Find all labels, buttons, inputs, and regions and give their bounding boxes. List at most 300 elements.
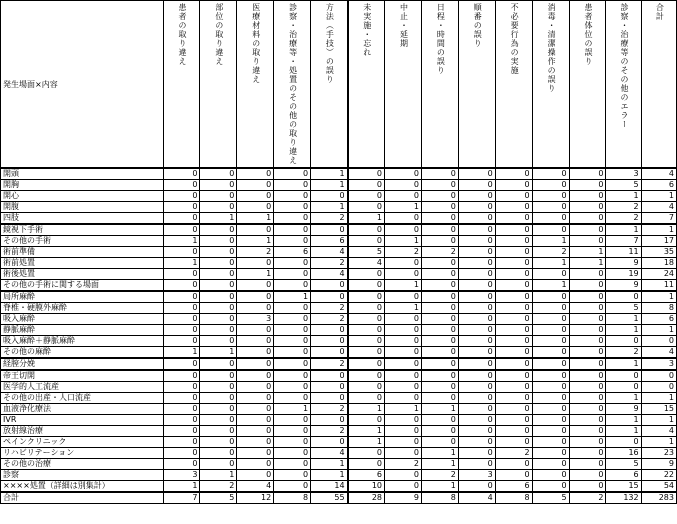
table-row	[1, 258, 677, 269]
table-cell: 9	[385, 492, 422, 504]
table-cell: 0	[385, 393, 422, 404]
table-cell: 0	[385, 314, 422, 325]
table-cell: 0	[200, 291, 237, 303]
table-cell: 0	[348, 269, 385, 280]
table-cell: 0	[569, 336, 606, 347]
table-row	[1, 303, 677, 314]
table-cell: 1	[641, 415, 676, 426]
table-cell: 0	[311, 191, 348, 202]
table-cell: 1	[569, 258, 606, 269]
table-cell: 0	[569, 191, 606, 202]
table-cell: 0	[274, 269, 311, 280]
row-label: その他の手術	[1, 236, 164, 247]
table-cell: 0	[458, 325, 495, 336]
table-cell: 1	[237, 236, 274, 247]
table-cell: 11	[606, 247, 641, 258]
table-cell: 0	[348, 382, 385, 393]
table-cell: 4	[237, 481, 274, 493]
table-cell: 0	[385, 269, 422, 280]
table-cell: 5	[606, 180, 641, 191]
table-cell: 0	[421, 213, 458, 225]
table-cell: 0	[163, 325, 200, 336]
row-label: ペインクリニック	[1, 437, 164, 448]
column-header-label: 方法（手技）の誤り	[325, 3, 335, 84]
table-cell: 2	[311, 258, 348, 269]
table-cell: 0	[569, 404, 606, 415]
table-cell: 1	[163, 236, 200, 247]
table-cell: 0	[274, 191, 311, 202]
row-label: 経膣分娩	[1, 358, 164, 370]
table-cell: 24	[641, 269, 676, 280]
table-cell: 0	[569, 291, 606, 303]
table-cell: 0	[569, 168, 606, 180]
table-cell: 0	[458, 415, 495, 426]
table-cell: 0	[200, 448, 237, 459]
table-cell: 1	[311, 459, 348, 470]
table-cell: 28	[348, 492, 385, 504]
table-cell: 0	[200, 224, 237, 236]
column-header	[348, 1, 385, 169]
row-label: 合計	[1, 492, 164, 504]
table-cell: 2	[385, 459, 422, 470]
table-cell: 0	[532, 180, 569, 191]
column-header	[274, 1, 311, 169]
table-cell: 0	[163, 370, 200, 382]
table-cell: 2	[606, 213, 641, 225]
table-cell: 0	[495, 180, 532, 191]
table-cell: 0	[606, 291, 641, 303]
table-cell: 0	[163, 213, 200, 225]
table-cell: 0	[458, 303, 495, 314]
table-cell: 0	[163, 180, 200, 191]
table-cell: 0	[311, 336, 348, 347]
table-cell: 0	[163, 191, 200, 202]
table-cell: 0	[274, 303, 311, 314]
column-header-label: 医療材料の取り違え	[251, 3, 261, 84]
table-cell: 0	[458, 393, 495, 404]
total-row	[1, 492, 677, 504]
table-row	[1, 168, 677, 180]
table-cell: 1	[641, 191, 676, 202]
table-cell: 0	[421, 370, 458, 382]
table-cell: 0	[237, 325, 274, 336]
table-cell: 54	[641, 481, 676, 493]
table-cell: 0	[200, 168, 237, 180]
table-cell: 0	[200, 247, 237, 258]
table-cell: 0	[421, 393, 458, 404]
table-cell: 0	[200, 393, 237, 404]
column-header-label: 日程・時間の誤り	[436, 3, 446, 75]
table-cell: 8	[495, 492, 532, 504]
table-cell: 0	[348, 325, 385, 336]
table-cell: 0	[385, 336, 422, 347]
table-row	[1, 280, 677, 292]
table-cell: 0	[200, 269, 237, 280]
table-cell: 0	[237, 448, 274, 459]
row-label: 術後処置	[1, 269, 164, 280]
row-label: 局所麻酔	[1, 291, 164, 303]
table-cell: 0	[163, 269, 200, 280]
table-cell: 5	[200, 492, 237, 504]
table-cell: 1	[200, 470, 237, 481]
table-cell: 0	[237, 202, 274, 213]
table-cell: 1	[348, 426, 385, 437]
table-cell: 0	[458, 213, 495, 225]
table-cell: 0	[274, 448, 311, 459]
table-cell: 0	[348, 370, 385, 382]
table-row	[1, 393, 677, 404]
table-cell: 0	[200, 336, 237, 347]
table-cell: 1	[385, 280, 422, 292]
table-cell: 1	[200, 213, 237, 225]
table-cell: 1	[237, 213, 274, 225]
table-cell: 0	[458, 236, 495, 247]
table-cell: 1	[606, 393, 641, 404]
table-cell: 0	[163, 168, 200, 180]
table-cell: 0	[200, 426, 237, 437]
table-row	[1, 325, 677, 336]
table-cell: 0	[532, 470, 569, 481]
table-row	[1, 382, 677, 393]
table-cell: 17	[641, 236, 676, 247]
table-cell: 0	[385, 258, 422, 269]
table-row	[1, 358, 677, 370]
table-cell: 0	[569, 382, 606, 393]
table-row	[1, 426, 677, 437]
table-cell: 0	[237, 404, 274, 415]
table-cell: 0	[163, 280, 200, 292]
table-body	[1, 168, 677, 504]
table-row	[1, 459, 677, 470]
table-cell: 0	[569, 470, 606, 481]
table-cell: 0	[385, 191, 422, 202]
row-label: その他の手術に関する場面	[1, 280, 164, 292]
table-cell: 0	[237, 347, 274, 359]
table-cell: 0	[421, 415, 458, 426]
table-cell: 0	[421, 236, 458, 247]
table-cell: 0	[421, 426, 458, 437]
row-label: IVR	[1, 415, 164, 426]
table-cell: 0	[495, 393, 532, 404]
table-cell: 0	[532, 347, 569, 359]
table-cell: 0	[385, 213, 422, 225]
table-cell: 0	[569, 481, 606, 493]
row-label: 術前準備	[1, 247, 164, 258]
table-cell: 5	[606, 459, 641, 470]
table-cell: 7	[641, 213, 676, 225]
table-cell: 0	[311, 347, 348, 359]
table-cell: 0	[495, 336, 532, 347]
column-header	[569, 1, 606, 169]
column-header	[458, 1, 495, 169]
table-cell: 6	[641, 314, 676, 325]
table-cell: 0	[237, 382, 274, 393]
table-cell: 1	[385, 404, 422, 415]
table-cell: 1	[606, 314, 641, 325]
table-cell: 0	[495, 426, 532, 437]
table-cell: 0	[385, 325, 422, 336]
table-cell: 0	[385, 180, 422, 191]
table-cell: 0	[569, 303, 606, 314]
table-cell: 7	[606, 236, 641, 247]
row-label: その他の治療	[1, 459, 164, 470]
table-cell: 4	[458, 492, 495, 504]
table-cell: 0	[495, 291, 532, 303]
table-cell: 2	[385, 247, 422, 258]
table-cell: 0	[274, 481, 311, 493]
table-cell: 0	[532, 426, 569, 437]
table-cell: 8	[641, 303, 676, 314]
table-cell: 0	[569, 459, 606, 470]
table-cell: 15	[606, 481, 641, 493]
table-cell: 0	[200, 382, 237, 393]
table-cell: 0	[200, 370, 237, 382]
column-header-label: 合計	[655, 3, 665, 21]
table-cell: 0	[385, 370, 422, 382]
table-cell: 0	[163, 426, 200, 437]
table-cell: 0	[495, 303, 532, 314]
row-label: その他の出産・人口流産	[1, 393, 164, 404]
table-cell: 0	[311, 393, 348, 404]
row-label: 開胸	[1, 180, 164, 191]
table-cell: 1	[311, 470, 348, 481]
table-cell: 0	[274, 213, 311, 225]
table-cell: 0	[163, 415, 200, 426]
table-cell: 0	[495, 437, 532, 448]
table-cell: 1	[237, 269, 274, 280]
table-cell: 1	[311, 180, 348, 191]
table-cell: 0	[495, 404, 532, 415]
table-cell: 2	[311, 358, 348, 370]
column-header	[532, 1, 569, 169]
table-cell: 0	[532, 437, 569, 448]
table-cell: 0	[458, 180, 495, 191]
table-cell: 0	[458, 269, 495, 280]
table-cell: 0	[569, 325, 606, 336]
table-cell: 0	[458, 459, 495, 470]
table-cell: 0	[495, 347, 532, 359]
column-header	[237, 1, 274, 169]
table-cell: 2	[311, 213, 348, 225]
table-cell: 0	[569, 224, 606, 236]
table-cell: 0	[200, 303, 237, 314]
column-header-label: 診察・治療等・処置のその他の取り違え	[288, 3, 298, 165]
table-cell: 0	[569, 393, 606, 404]
table-cell: 0	[532, 358, 569, 370]
table-cell: 22	[641, 470, 676, 481]
table-cell: 0	[458, 358, 495, 370]
table-cell: 0	[237, 415, 274, 426]
table-cell: 0	[200, 180, 237, 191]
table-cell: 2	[606, 347, 641, 359]
table-cell: 0	[348, 224, 385, 236]
table-cell: 0	[163, 393, 200, 404]
table-row	[1, 213, 677, 225]
table-cell: 0	[458, 426, 495, 437]
row-label: ××××処置（詳細は別集計）	[1, 481, 164, 493]
table-cell: 4	[311, 448, 348, 459]
table-row	[1, 180, 677, 191]
table-cell: 0	[641, 370, 676, 382]
table-cell: 0	[163, 448, 200, 459]
table-cell: 0	[495, 269, 532, 280]
table-cell: 4	[641, 168, 676, 180]
table-cell: 0	[348, 191, 385, 202]
table-cell: 0	[274, 336, 311, 347]
table-cell: 0	[348, 291, 385, 303]
row-label: 静脈麻酔	[1, 325, 164, 336]
table-cell: 0	[274, 437, 311, 448]
table-cell: 0	[237, 224, 274, 236]
table-cell: 0	[385, 426, 422, 437]
table-cell: 0	[532, 370, 569, 382]
table-cell: 0	[348, 347, 385, 359]
table-cell: 0	[200, 191, 237, 202]
table-cell: 0	[348, 459, 385, 470]
table-cell: 0	[163, 314, 200, 325]
table-cell: 0	[274, 236, 311, 247]
table-cell: 10	[348, 481, 385, 493]
table-cell: 1	[421, 404, 458, 415]
table-cell: 1	[532, 280, 569, 292]
table-row	[1, 470, 677, 481]
table-row	[1, 269, 677, 280]
table-cell: 0	[274, 224, 311, 236]
table-row	[1, 336, 677, 347]
table-cell: 8	[274, 492, 311, 504]
table-cell: 1	[606, 191, 641, 202]
table-cell: 4	[348, 258, 385, 269]
table-cell: 1	[641, 291, 676, 303]
table-cell: 0	[200, 358, 237, 370]
table-cell: 0	[458, 291, 495, 303]
table-cell: 0	[421, 191, 458, 202]
table-cell: 0	[237, 437, 274, 448]
table-cell: 0	[532, 224, 569, 236]
table-cell: 0	[274, 168, 311, 180]
table-cell: 0	[458, 247, 495, 258]
table-cell: 1	[569, 247, 606, 258]
table-cell: 0	[569, 415, 606, 426]
table-cell: 0	[458, 314, 495, 325]
table-cell: 0	[532, 481, 569, 493]
table-cell: 0	[606, 336, 641, 347]
row-label: 放射線治療	[1, 426, 164, 437]
table-cell: 0	[311, 325, 348, 336]
table-cell: 0	[385, 448, 422, 459]
table-cell: 0	[458, 347, 495, 359]
table-row	[1, 437, 677, 448]
table-cell: 1	[385, 303, 422, 314]
column-header-label: 患者体位の誤り	[583, 3, 593, 66]
table-cell: 0	[200, 459, 237, 470]
table-cell: 0	[532, 291, 569, 303]
table-cell: 11	[641, 280, 676, 292]
table-cell: 1	[532, 236, 569, 247]
table-cell: 283	[641, 492, 676, 504]
table-cell: 9	[606, 404, 641, 415]
table-cell: 0	[200, 415, 237, 426]
table-cell: 0	[421, 303, 458, 314]
table-cell: 0	[606, 437, 641, 448]
column-header	[163, 1, 200, 169]
table-cell: 35	[641, 247, 676, 258]
table-cell: 0	[200, 280, 237, 292]
table-cell: 0	[385, 347, 422, 359]
table-cell: 0	[569, 180, 606, 191]
table-cell: 0	[421, 291, 458, 303]
table-cell: 0	[274, 393, 311, 404]
table-cell: 1	[200, 347, 237, 359]
table-cell: 0	[200, 404, 237, 415]
table-cell: 0	[641, 382, 676, 393]
column-header	[311, 1, 348, 169]
table-cell: 3	[606, 168, 641, 180]
table-cell: 0	[237, 459, 274, 470]
table-cell: 0	[532, 459, 569, 470]
table-cell: 0	[385, 224, 422, 236]
row-label: 開腹	[1, 202, 164, 213]
row-label: 四肢	[1, 213, 164, 225]
table-cell: 0	[274, 280, 311, 292]
table-row	[1, 347, 677, 359]
table-cell: 4	[311, 247, 348, 258]
column-header	[200, 1, 237, 169]
table-cell: 3	[163, 470, 200, 481]
table-cell: 0	[421, 358, 458, 370]
table-cell: 1	[421, 481, 458, 493]
table-cell: 0	[495, 224, 532, 236]
table-cell: 0	[274, 180, 311, 191]
row-label: 血液浄化療法	[1, 404, 164, 415]
table-cell: 0	[569, 269, 606, 280]
column-header	[421, 1, 458, 169]
table-cell: 4	[641, 202, 676, 213]
table-cell: 0	[274, 459, 311, 470]
header-row	[1, 1, 677, 169]
table-row	[1, 224, 677, 236]
table-row	[1, 404, 677, 415]
table-cell: 0	[237, 370, 274, 382]
row-label: その他の麻酔	[1, 347, 164, 359]
table-cell: 0	[274, 470, 311, 481]
table-cell: 1	[311, 202, 348, 213]
table-cell: 0	[569, 202, 606, 213]
table-cell: 0	[569, 236, 606, 247]
table-cell: 0	[421, 347, 458, 359]
table-cell: 8	[421, 492, 458, 504]
table-cell: 0	[385, 481, 422, 493]
table-cell: 0	[200, 325, 237, 336]
table-cell: 0	[421, 258, 458, 269]
table-cell: 0	[532, 448, 569, 459]
table-cell: 6	[641, 180, 676, 191]
table-cell: 0	[163, 459, 200, 470]
table-cell: 0	[237, 336, 274, 347]
table-cell: 1	[274, 404, 311, 415]
table-cell: 55	[311, 492, 348, 504]
table-cell: 0	[458, 370, 495, 382]
column-header-label: 消毒・清潔操作の誤り	[547, 3, 557, 93]
row-label: リハビリテーション	[1, 448, 164, 459]
table-cell: 6	[495, 481, 532, 493]
table-cell: 0	[458, 258, 495, 269]
table-cell: 1	[421, 459, 458, 470]
column-header-label: 部位の取り違え	[214, 3, 224, 66]
table-cell: 0	[532, 303, 569, 314]
table-cell: 0	[311, 224, 348, 236]
table-cell: 2	[237, 247, 274, 258]
